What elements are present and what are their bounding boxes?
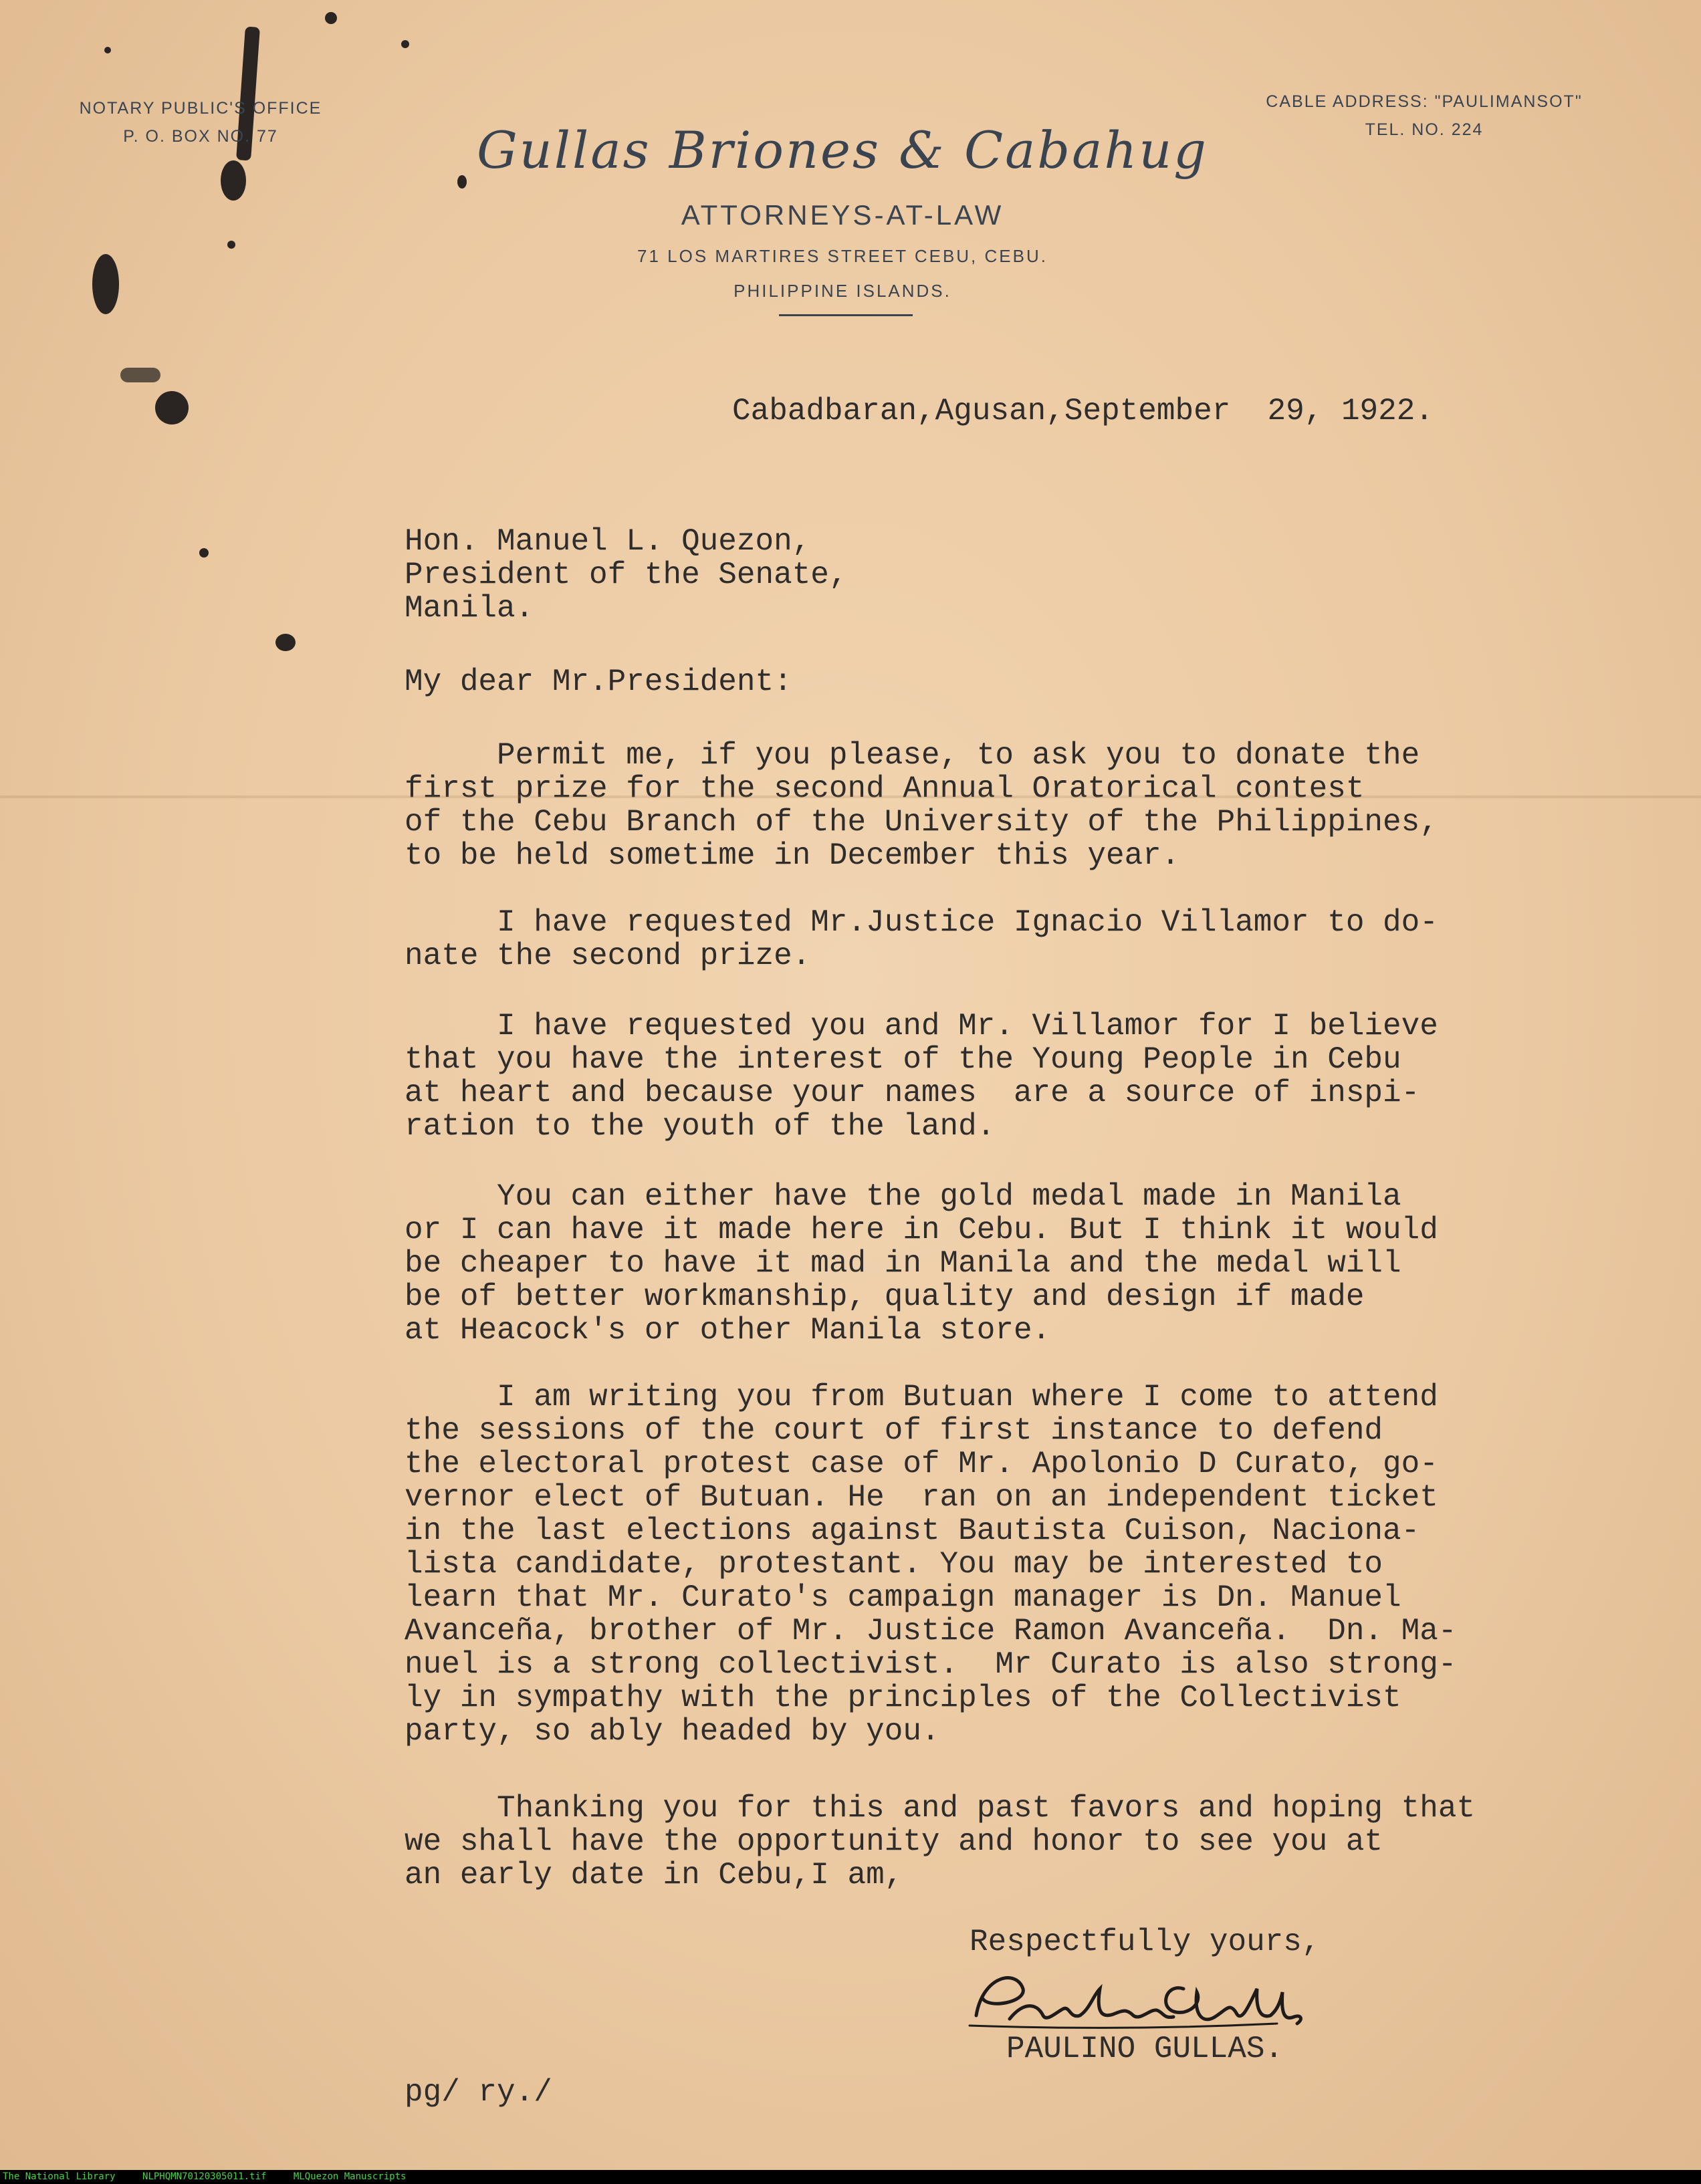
body-paragraph (405, 1180, 1575, 1347)
telephone-label: TEL. NO. 224 (1365, 120, 1484, 139)
body-line: be of better workmanship, quality and design if made (405, 1280, 1365, 1314)
body-paragraph (405, 739, 1575, 872)
closing: Respectfully yours, (970, 1925, 1321, 1959)
signer-name: PAULINO GULLAS. (1006, 2032, 1284, 2066)
body-line: party, so ably headed by you. (405, 1714, 940, 1749)
profession-title: ATTORNEYS-AT-LAW (681, 199, 1004, 231)
ink-stain (120, 368, 160, 382)
body-line: I have requested Mr.Justice Ignacio Villamor to do- (405, 905, 1438, 940)
recipient-line: Hon. Manuel L. Quezon, (405, 524, 811, 559)
body-line: Avanceña, brother of Mr. Justice Ramon Avanceña. Dn. Ma- (405, 1614, 1457, 1649)
ink-stain (155, 391, 189, 424)
footer-file: NLPHQMN70120305011.tif (142, 2171, 267, 2182)
body-paragraph (405, 1009, 1575, 1143)
body-line: ly in sympathy with the principles of the Collectivist (405, 1681, 1401, 1715)
ink-stain (227, 241, 235, 249)
body-line: I have requested you and Mr. Villamor for I believe (405, 1009, 1438, 1044)
body-line: to be held sometime in December this year. (405, 838, 1180, 873)
salutation: My dear Mr.President: (405, 664, 792, 699)
cable-address-label: CABLE ADDRESS: "PAULIMANSOT" (1266, 92, 1583, 111)
body-line: Thanking you for this and past favors and hoping that (405, 1791, 1476, 1826)
body-line: at Heacock's or other Manila store. (405, 1313, 1051, 1348)
street-address: 71 LOS MARTIRES STREET CEBU, CEBU. (637, 246, 1048, 266)
body-line: or I can have it made here in Cebu. But I think it would (405, 1213, 1438, 1247)
ink-stain (104, 47, 111, 53)
body-line: You can either have the gold medal made in Manila (405, 1179, 1401, 1214)
body-line: of the Cebu Branch of the University of the Philippines, (405, 805, 1438, 840)
footer-collection: MLQuezon Manuscripts (293, 2171, 407, 2182)
country-address: PHILIPPINE ISLANDS. (733, 281, 951, 301)
body-paragraph (405, 906, 1575, 973)
recipient-block (405, 525, 1575, 625)
body-line: we shall have the opportunity and honor to see you at (405, 1824, 1383, 1859)
body-line: at heart and because your names are a source of inspi- (405, 1076, 1420, 1110)
ink-stain (221, 160, 246, 201)
body-paragraph (405, 1380, 1575, 1748)
body-line: in the last elections against Bautista Cuison, Naciona- (405, 1513, 1420, 1548)
body-line: Permit me, if you please, to ask you to donate the (405, 738, 1420, 773)
letterhead-divider (779, 314, 913, 316)
body-line: the sessions of the court of first instance to defend (405, 1413, 1383, 1448)
recipient-line: President of the Senate, (405, 558, 848, 592)
body-line: learn that Mr. Curato's campaign manager is Dn. Manuel (405, 1580, 1401, 1615)
recipient-line: Manila. (405, 591, 534, 626)
body-line: an early date in Cebu,I am, (405, 1858, 903, 1893)
body-line: nate the second prize. (405, 939, 811, 973)
body-line: nuel is a strong collectivist. Mr Curato is also strong- (405, 1647, 1457, 1682)
dateline: Cabadbaran,Agusan,September 29, 1922. (732, 394, 1434, 429)
ink-stain (92, 254, 119, 314)
body-paragraph (405, 1792, 1575, 1892)
handwritten-signature (963, 1962, 1311, 2036)
po-box-label: P. O. BOX NO. 77 (123, 127, 278, 146)
notary-office-label: NOTARY PUBLIC'S OFFICE (79, 99, 322, 118)
ink-stain (401, 40, 409, 48)
scan-footer (0, 2170, 1701, 2184)
body-line: the electoral protest case of Mr. Apolonio D Curato, go- (405, 1447, 1438, 1481)
body-line: be cheaper to have it mad in Manila and the medal will (405, 1246, 1401, 1281)
body-line: ration to the youth of the land. (405, 1109, 996, 1144)
ink-stain (199, 548, 209, 558)
body-line: lista candidate, protestant. You may be interested to (405, 1547, 1383, 1582)
firm-name: Gullas Briones & Cabahug (477, 120, 1208, 180)
body-line: that you have the interest of the Young People in Cebu (405, 1042, 1401, 1077)
ink-stain (325, 12, 337, 24)
footer-source: The National Library (3, 2171, 116, 2182)
body-line: I am writing you from Butuan where I come to attend (405, 1380, 1438, 1415)
typist-initials: pg/ ry./ (405, 2075, 552, 2110)
ink-stain (275, 634, 296, 651)
body-line: vernor elect of Butuan. He ran on an independent ticket (405, 1480, 1438, 1515)
body-line: first prize for the second Annual Oratorical contest (405, 771, 1365, 806)
